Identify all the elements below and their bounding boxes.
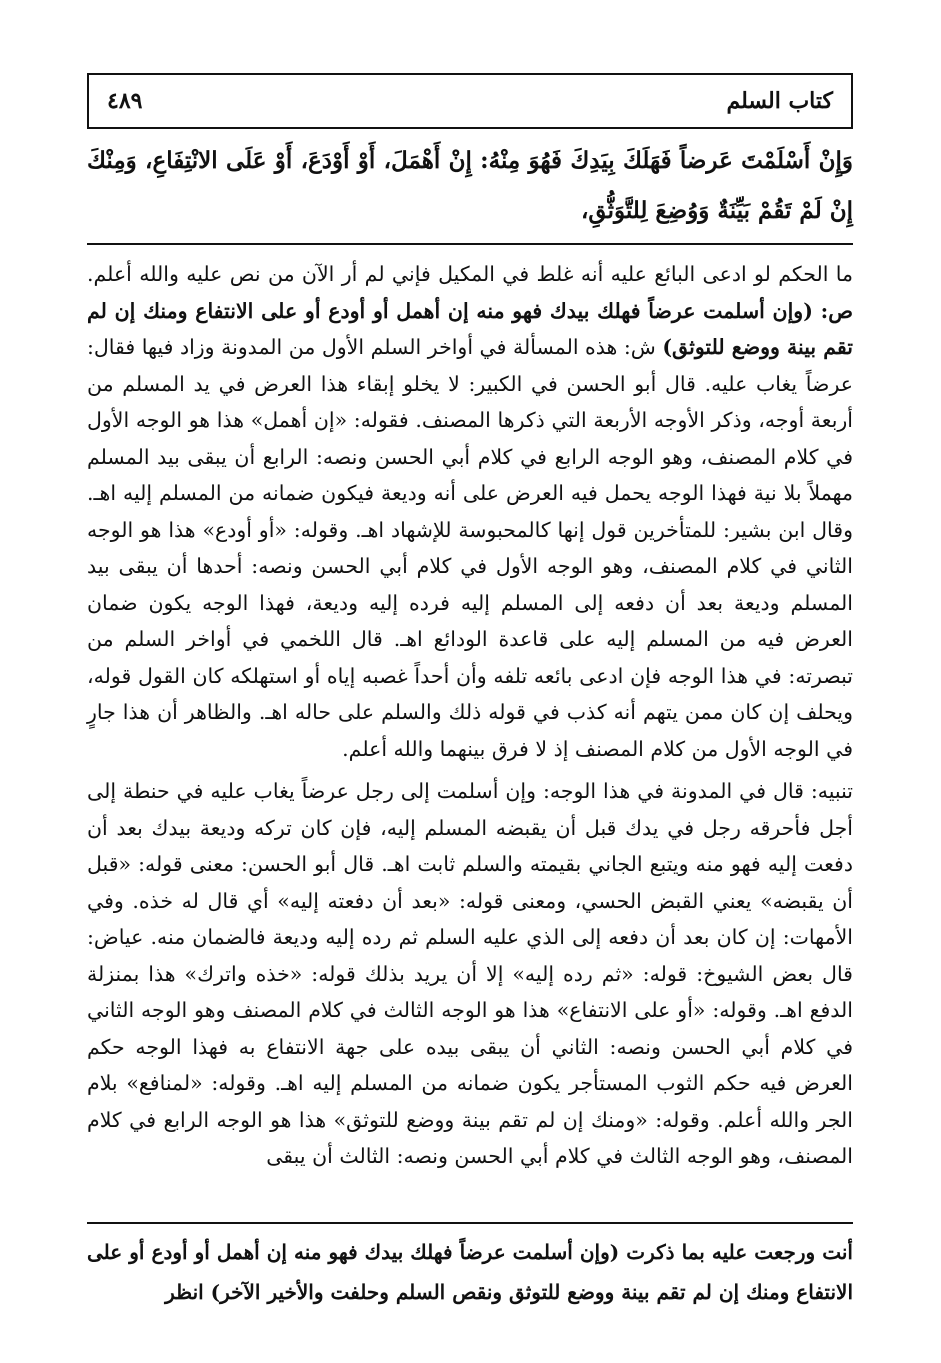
commentary-paragraph-1 [87, 256, 853, 767]
footnote-text [87, 1232, 853, 1312]
commentary-text [87, 256, 853, 1175]
page-number: ٤٨٩ [107, 88, 143, 114]
commentary-paragraph-2: تنبيه: قال في المدونة في هذا الوجه: وإن أسلمت إلى رجل عرضاً يغاب عليه في حنطة إلى أجل فأحرقه رجل في يدك قبل أن يقبضه المسلم إليه، فإن كان تركه وديعة بيدك بعد أن دفعت إليه فهو منه ويتبع الجاني بقيمته والسلم ثابت اهـ. قال أبو الحسن: معنى قوله: «قبل أن يقبضه» يعني القبض الحسي، ومعنى قوله: «بعد أن دفعته إليه» أي قال له خذه. وفي الأمهات: إن كان بعد أن دفعه إلى الذي عليه السلم ثم رده إليه وديعة فالضمان منه. عياض: قال بعض الشيوخ: قوله: «ثم رده إليه» إلا أن يريد بذلك قوله: «خذه واترك» هذا بمنزلة الدفع اهـ. وقوله: «أو على الانتفاع» هذا هو الوجه الثالث في كلام المصنف وهو الوجه الثاني في كلام أبي الحسن ونصه: الثاني أن يبقى بيده على جهة الانتفاع به فهذا الوجه حكم العرض فيه حكم الثوب المستأجر يكون ضمانه من المسلم إليه اهـ. وقوله: «لمنافع» بلام الجر والله أعلم. وقوله: «ومنك إن لم تقم بينة ووضع للتوثق» هذا هو الوجه الرابع في كلام المصنف، وهو الوجه الثالث في كلام أبي الحسن ونصه: الثالث أن يبقى [87, 779, 853, 1168]
quoted-matn: ص: (وإن أسلمت عرضاً فهلك بيدك فهو منه إن أهمل أو أودع أو على الانتفاع ومنك إن لم تقم بينة ووضع للتوثق) [87, 298, 853, 359]
commentary-line-closing: ما الحكم لو ادعى البائع عليه أنه غلط في المكيل فإني لم أر الآن من نص عليه والله أعلم. [87, 262, 853, 286]
footnote-paragraph: أنت ورجعت عليه بما ذكرت (وإن أسلمت عرضاً فهلك بيدك فهو منه إن أهمل أو أودع أو على الانتفاع ومنك إن لم تقم بينة ووضع للتوثق ونقص السلم وحلفت والأخير الآخر) انظر [87, 1240, 853, 1304]
matn-paragraph: وَإِنْ أَسْلَمْتَ عَرضاً فَهَلَكَ بِيَدِكَ فَهُوَ مِنْهُ: إِنْ أَهْمَلَ، أَوْ أَوْدَعَ، أَوْ عَلَى الانْتِفَاعِ، وَمِنْكَ إِنْ لَمْ تَقُمْ بَيِّنَةٌ وَوُضِعَ لِلتَّوَثُّقِ، [87, 147, 853, 224]
footnote-divider [87, 1222, 853, 1224]
running-header [87, 73, 853, 129]
chapter-title: كتاب السلم [726, 88, 833, 114]
commentary-body: ش: هذه المسألة في أواخر السلم الأول من المدونة وزاد فيها فقال: عرضاً يغاب عليه. قال أبو الحسن في الكبير: لا يخلو إبقاء هذا العرض في يد المسلم من أربعة أوجه، وذكر الأوجه الأربعة التي ذكرها المصنف. فقوله: «إن أهمل» هذا هو الوجه الأول في كلام المصنف، وهو الوجه الرابع في كلام أبي الحسن ونصه: الرابع أن يبقى بيد المسلم مهملاً بلا نية فهذا الوجه يحمل فيه العرض على أنه وديعة فيكون ضمانه من المسلم إليه اهـ. وقال ابن بشير: للمتأخرين قول إنها كالمحبوسة للإشهاد اهـ. وقوله: «أو أودع» هذا هو الوجه الثاني في كلام المصنف، وهو الوجه الأول في كلام أبي الحسن ونصه: أحدها أن يبقى بيد المسلم وديعة بعد أن دفعه إلى المسلم إليه فرده إليه وديعة، فهذا الوجه يكون ضمان العرض فيه من المسلم إليه على قاعدة الودائع اهـ. قال اللخمي في أواخر السلم من تبصرته: في هذا الوجه فإن ادعى بائعه تلفه وأن أحداً غصبه إياه أو استهلكه كان القول قوله، ويحلف إن كان ممن يتهم أنه كذب في قوله ذلك والسلم على حاله اهـ. والظاهر أن هذا جارٍ في الوجه الأول من كلام المصنف إذ لا فرق بينهما والله أعلم. [87, 335, 853, 761]
matn-text [87, 136, 853, 236]
divider-line [87, 243, 853, 245]
